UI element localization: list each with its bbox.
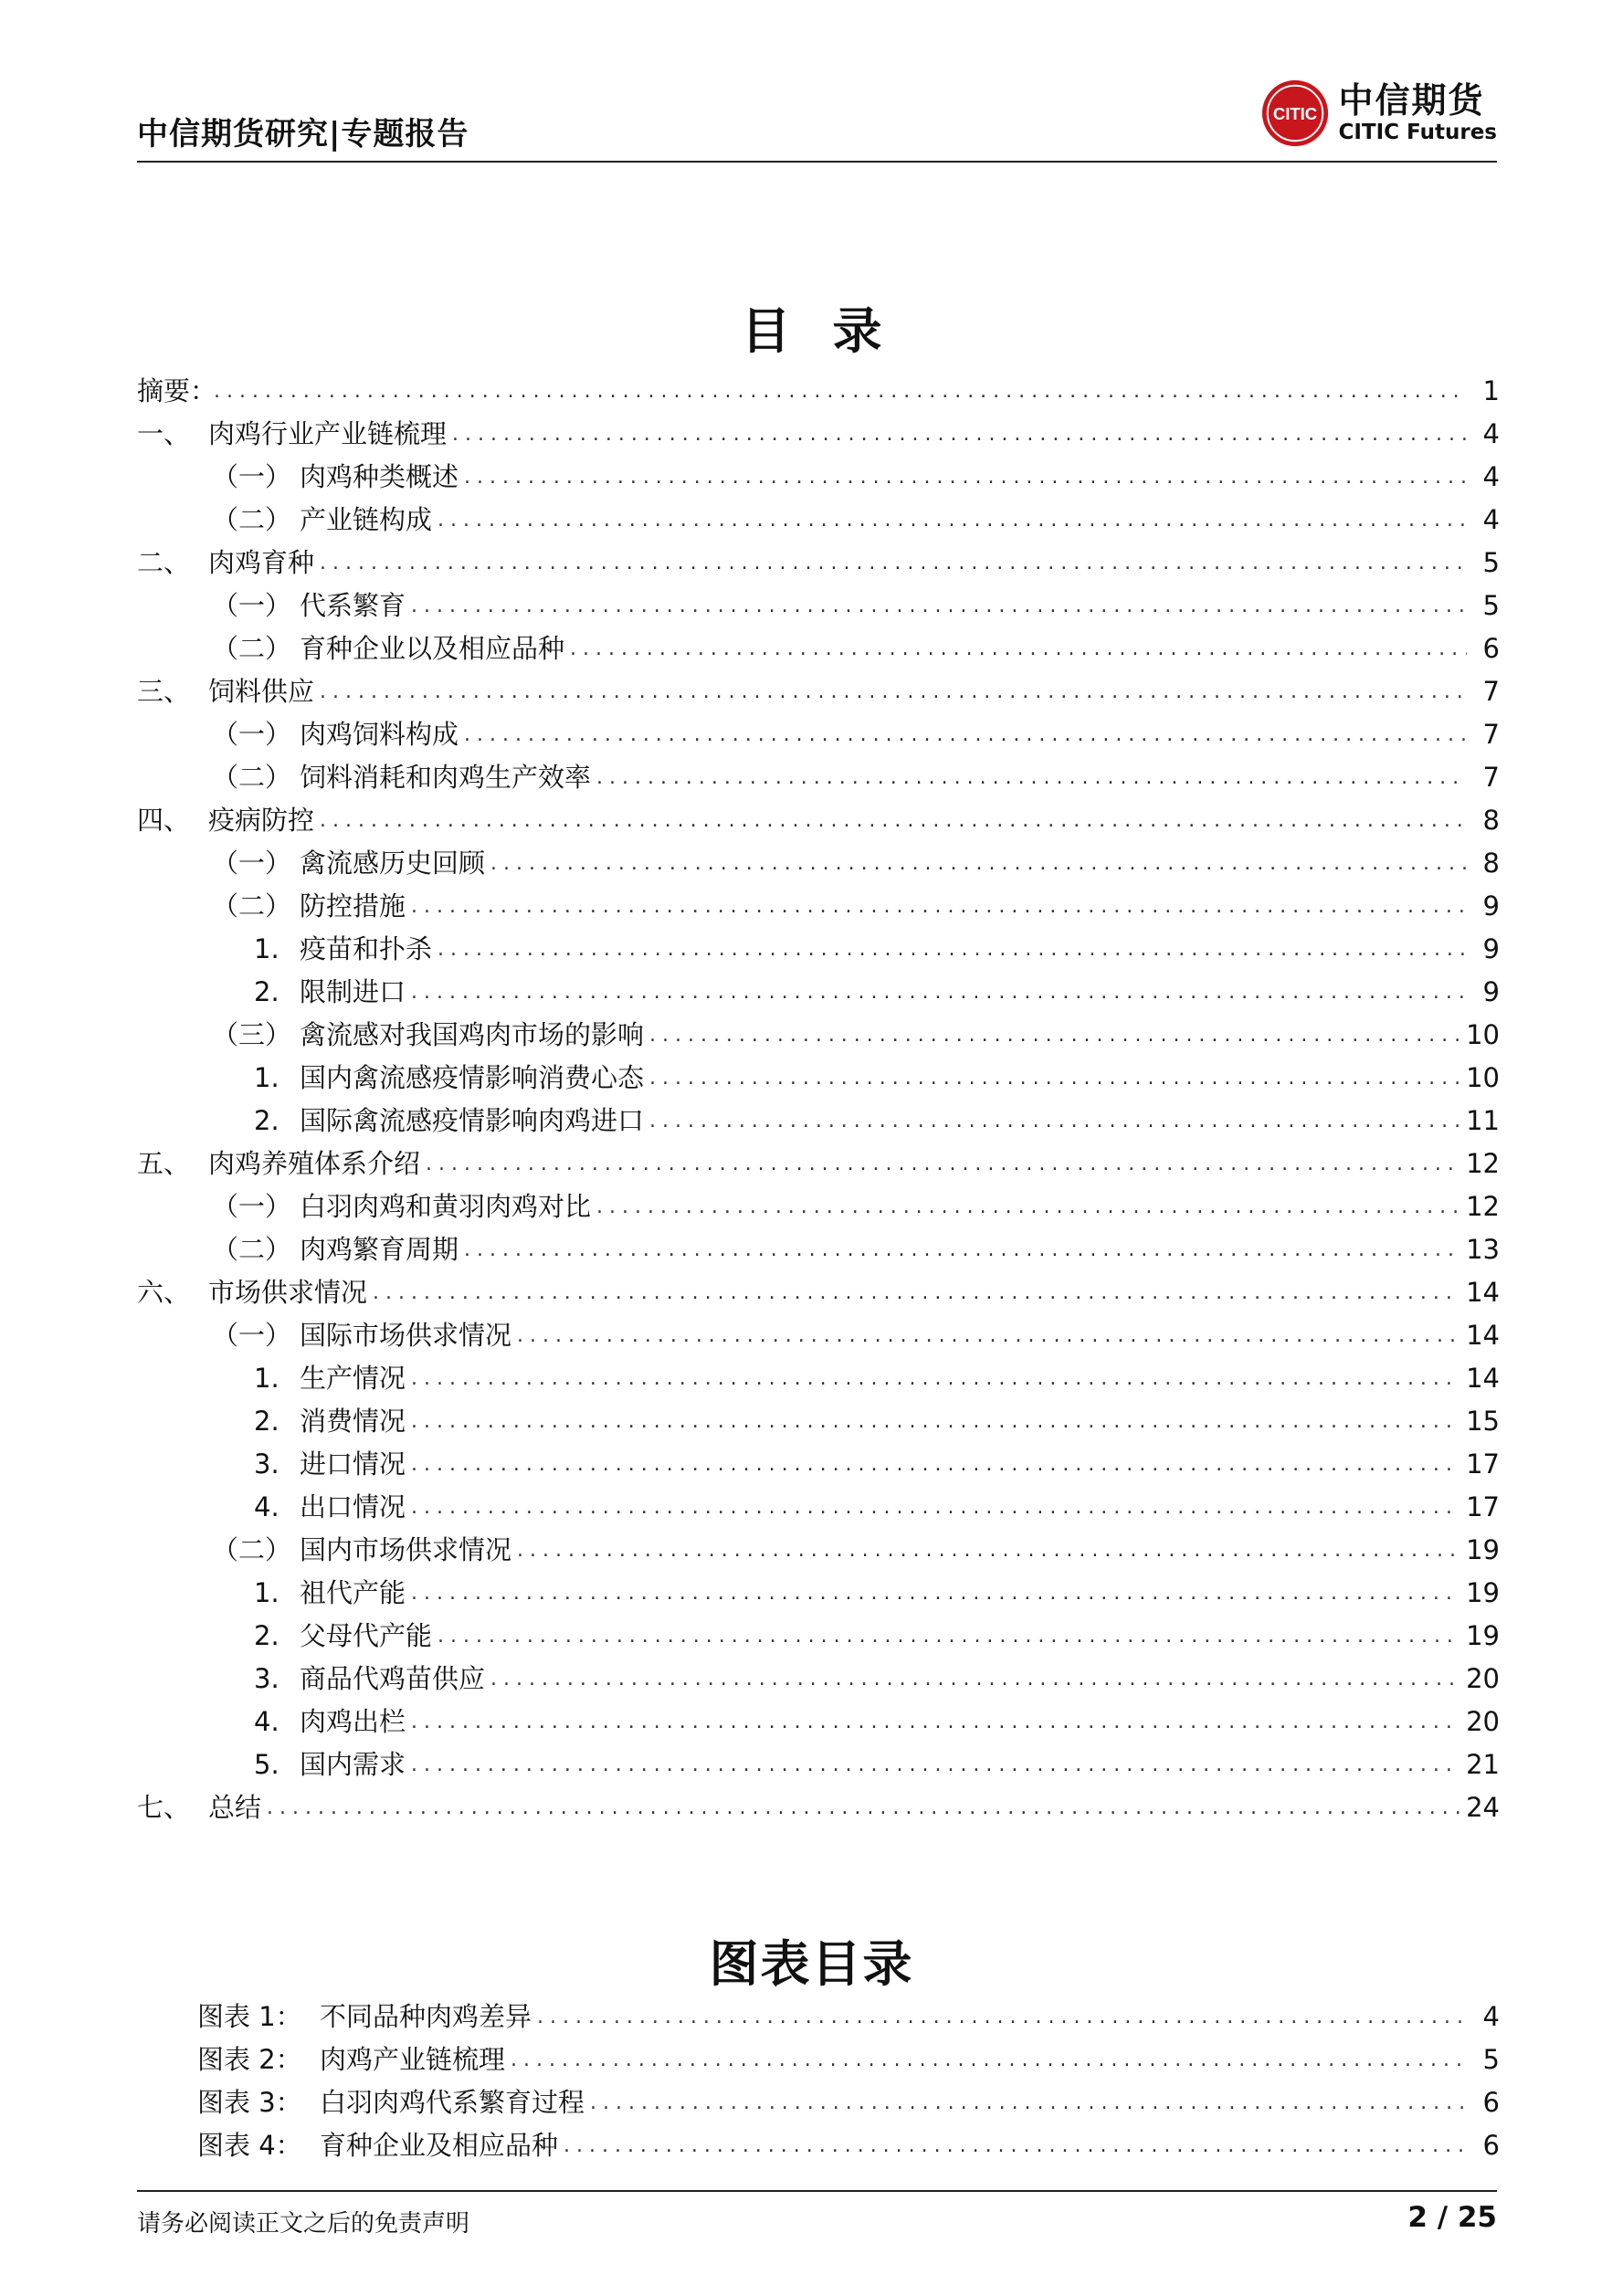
dot-leader — [426, 1143, 1460, 1185]
entry-title: 出口情况 — [300, 1491, 406, 1522]
dot-leader — [452, 413, 1467, 456]
entry-page-number: 14 — [1466, 1363, 1500, 1394]
entry-number: （二） — [212, 633, 292, 664]
entry-number: （一） — [212, 1191, 292, 1222]
entry-title: 育种企业及相应品种 — [320, 2130, 559, 2161]
dot-leader — [590, 2081, 1467, 2124]
citic-futures-logo — [1259, 77, 1497, 150]
entry-page-number: 8 — [1482, 805, 1500, 836]
entry-title: 饲料供应 — [208, 676, 315, 707]
toc-entry-4[interactable] — [137, 542, 1500, 585]
entry-number: 4. — [254, 1706, 279, 1737]
entry-title: 国内禽流感疫情影响消费心态 — [300, 1062, 645, 1093]
entry-title: 肉鸡养殖体系介绍 — [208, 1148, 421, 1179]
toc-entry-30[interactable] — [137, 1658, 1500, 1701]
logo-mark-text: CITIC — [1273, 103, 1318, 123]
entry-title: 白羽肉鸡和黄羽肉鸡对比 — [300, 1191, 592, 1222]
entry-title: 产业链构成 — [300, 504, 433, 535]
entry-page-number: 19 — [1466, 1620, 1500, 1651]
entry-page-number: 4 — [1482, 2001, 1500, 2032]
entry-title: 不同品种肉鸡差异 — [320, 2001, 532, 2032]
entry-title: 市场供求情况 — [208, 1277, 368, 1308]
dot-leader — [411, 1400, 1460, 1443]
entry-number: （一） — [212, 848, 292, 879]
dot-leader — [649, 1057, 1460, 1100]
entry-number: （二） — [212, 504, 292, 535]
page-footer — [137, 2190, 1497, 2245]
dot-leader — [517, 1314, 1460, 1357]
entry-title: 代系繁育 — [300, 590, 406, 621]
dot-leader — [437, 928, 1467, 971]
toc-entry-25[interactable] — [137, 1443, 1500, 1486]
entry-title: 育种企业以及相应品种 — [300, 633, 565, 664]
toc-entry-22[interactable] — [137, 1314, 1500, 1357]
toc-entry-21[interactable] — [137, 1271, 1500, 1314]
dot-leader — [511, 2038, 1467, 2081]
toc-entry-16[interactable] — [137, 1057, 1500, 1100]
dot-leader — [411, 1572, 1460, 1615]
dot-leader — [464, 713, 1467, 756]
entry-title: 防控措施 — [300, 890, 406, 922]
dot-leader — [464, 1228, 1460, 1271]
dot-leader — [411, 1486, 1460, 1529]
toc-entry-29[interactable] — [137, 1615, 1500, 1658]
entry-title: 消费情况 — [300, 1406, 406, 1437]
entry-title: 禽流感对我国鸡肉市场的影响 — [300, 1019, 645, 1050]
entry-number: 七、 — [137, 1792, 191, 1823]
entry-page-number: 4 — [1482, 418, 1500, 449]
dot-leader — [411, 1701, 1460, 1743]
entry-number: 五、 — [137, 1148, 191, 1179]
toc-entry-12[interactable] — [137, 885, 1500, 928]
entry-page-number: 13 — [1466, 1234, 1500, 1265]
entry-number: 四、 — [137, 805, 191, 836]
toc-entry-24[interactable] — [137, 1400, 1500, 1443]
toc-entry-1[interactable] — [137, 413, 1500, 456]
toc-entry-6[interactable] — [137, 627, 1500, 670]
entry-number: 1. — [254, 933, 279, 964]
entry-title: 肉鸡行业产业链梳理 — [208, 418, 448, 449]
entry-page-number: 9 — [1482, 890, 1500, 922]
entry-page-number: 7 — [1482, 719, 1500, 750]
entry-number: 3. — [254, 1663, 279, 1694]
dot-leader — [596, 756, 1467, 799]
entry-page-number: 6 — [1482, 2087, 1500, 2118]
entry-number: 2. — [254, 1105, 279, 1136]
toc-entry-31[interactable] — [137, 1701, 1500, 1743]
entry-page-number: 20 — [1466, 1663, 1500, 1694]
entry-page-number: 1 — [1482, 375, 1500, 406]
dot-leader — [437, 499, 1467, 542]
entry-number: 2. — [254, 1406, 279, 1437]
entry-title: 祖代产能 — [300, 1577, 406, 1608]
entry-page-number: 9 — [1482, 933, 1500, 964]
toc-entry-figure-0[interactable] — [137, 1996, 1500, 2038]
toc-entry-27[interactable] — [137, 1529, 1500, 1572]
page-header — [137, 64, 1497, 163]
entry-title: 肉鸡产业链梳理 — [320, 2044, 506, 2075]
entry-number: 六、 — [137, 1277, 191, 1308]
logo-english-name: CITIC Futures — [1338, 121, 1497, 144]
entry-number: 1. — [254, 1577, 279, 1608]
entry-page-number: 19 — [1466, 1534, 1500, 1565]
toc-entry-14[interactable] — [137, 971, 1500, 1014]
entry-title: 生产情况 — [300, 1363, 406, 1394]
dot-leader — [411, 585, 1467, 627]
entry-number: 摘要： — [137, 375, 217, 406]
entry-title: 白羽肉鸡代系繁育过程 — [320, 2087, 585, 2118]
entry-page-number: 20 — [1466, 1706, 1500, 1737]
entry-number: 3. — [254, 1448, 279, 1480]
dot-leader — [490, 1658, 1460, 1701]
entry-title: 国内需求 — [300, 1749, 406, 1780]
dot-leader — [214, 370, 1467, 413]
entry-title: 国内市场供求情况 — [300, 1534, 512, 1565]
toc-entry-figure-2[interactable] — [137, 2081, 1500, 2124]
toc-entry-26[interactable] — [137, 1486, 1500, 1529]
toc-entry-3[interactable] — [137, 499, 1500, 542]
entry-number: （一） — [212, 590, 292, 621]
toc-entry-20[interactable] — [137, 1228, 1500, 1271]
entry-title: 进口情况 — [300, 1448, 406, 1480]
toc-entry-28[interactable] — [137, 1572, 1500, 1615]
entry-number: （二） — [212, 1534, 292, 1565]
entry-title: 国际市场供求情况 — [300, 1320, 512, 1351]
entry-title: 饲料消耗和肉鸡生产效率 — [300, 762, 592, 793]
entry-number: 三、 — [137, 676, 191, 707]
toc-entry-figure-3[interactable] — [137, 2124, 1500, 2167]
entry-page-number: 5 — [1482, 2044, 1500, 2075]
entry-title: 肉鸡种类概述 — [300, 461, 459, 492]
figure-toc-title: 图表目录 — [709, 1935, 914, 1993]
entry-page-number: 12 — [1466, 1148, 1500, 1179]
dot-leader — [437, 1615, 1460, 1658]
entry-number: 4. — [254, 1491, 279, 1522]
entry-number: 2. — [254, 1620, 279, 1651]
dot-leader — [649, 1100, 1460, 1143]
entry-number: 5. — [254, 1749, 279, 1780]
page-indicator: 2 / 25 — [1407, 2201, 1497, 2234]
entry-number: 图表 2： — [197, 2044, 302, 2075]
entry-page-number: 5 — [1482, 547, 1500, 578]
dot-leader — [320, 799, 1467, 842]
dot-leader — [570, 627, 1467, 670]
citic-logo-icon — [1259, 78, 1331, 149]
toc-entry-15[interactable] — [137, 1014, 1500, 1057]
entry-page-number: 6 — [1482, 633, 1500, 664]
entry-title: 父母代产能 — [300, 1620, 433, 1651]
entry-page-number: 7 — [1482, 676, 1500, 707]
toc-entry-23[interactable] — [137, 1357, 1500, 1400]
entry-number: （二） — [212, 1234, 292, 1265]
toc-entry-0[interactable] — [137, 370, 1500, 413]
dot-leader — [320, 670, 1467, 713]
entry-number: （一） — [212, 1320, 292, 1351]
toc-entry-10[interactable] — [137, 799, 1500, 842]
dot-leader — [267, 1786, 1460, 1829]
dot-leader — [411, 885, 1467, 928]
entry-page-number: 14 — [1466, 1277, 1500, 1308]
toc-entry-figure-1[interactable] — [137, 2038, 1500, 2081]
entry-number: （二） — [212, 762, 292, 793]
entry-number: 二、 — [137, 547, 191, 578]
entry-page-number: 17 — [1466, 1491, 1500, 1522]
toc-entry-9[interactable] — [137, 756, 1500, 799]
toc-entry-11[interactable] — [137, 842, 1500, 885]
toc-entry-19[interactable] — [137, 1185, 1500, 1228]
entry-number: 图表 3： — [197, 2087, 302, 2118]
toc-entry-5[interactable] — [137, 585, 1500, 627]
entry-title: 疫苗和扑杀 — [300, 933, 433, 964]
dot-leader — [411, 1743, 1460, 1786]
entry-title: 禽流感历史回顾 — [300, 848, 486, 879]
logo-chinese-name: 中信期货 — [1338, 80, 1485, 121]
entry-page-number: 10 — [1466, 1019, 1500, 1050]
dot-leader — [320, 542, 1467, 585]
entry-title: 国际禽流感疫情影响肉鸡进口 — [300, 1105, 645, 1136]
entry-number: （一） — [212, 461, 292, 492]
entry-page-number: 21 — [1466, 1749, 1500, 1780]
toc-entry-7[interactable] — [137, 670, 1500, 713]
entry-page-number: 15 — [1466, 1406, 1500, 1437]
entry-title: 肉鸡繁育周期 — [300, 1234, 459, 1265]
entry-number: （二） — [212, 890, 292, 922]
entry-title: 肉鸡育种 — [208, 547, 315, 578]
entry-page-number: 4 — [1482, 461, 1500, 492]
entry-number: 一、 — [137, 418, 191, 449]
toc-entry-8[interactable] — [137, 713, 1500, 756]
entry-page-number: 8 — [1482, 848, 1500, 879]
entry-page-number: 12 — [1466, 1191, 1500, 1222]
entry-page-number: 10 — [1466, 1062, 1500, 1093]
entry-page-number: 11 — [1466, 1105, 1500, 1136]
toc-entry-17[interactable] — [137, 1100, 1500, 1143]
dot-leader — [596, 1185, 1460, 1228]
entry-number: 1. — [254, 1062, 279, 1093]
entry-page-number: 7 — [1482, 762, 1500, 793]
entry-page-number: 5 — [1482, 590, 1500, 621]
figure-table-of-contents — [137, 1996, 1500, 2167]
table-of-contents — [137, 370, 1500, 1829]
entry-number: 1. — [254, 1363, 279, 1394]
entry-number: （一） — [212, 719, 292, 750]
entry-number: 图表 1： — [197, 2001, 302, 2032]
dot-leader — [411, 1443, 1460, 1486]
dot-leader — [490, 842, 1467, 885]
entry-number: 图表 4： — [197, 2130, 302, 2161]
entry-title: 限制进口 — [300, 976, 406, 1007]
entry-title: 总结 — [208, 1792, 262, 1823]
entry-title: 疫病防控 — [208, 805, 315, 836]
entry-page-number: 6 — [1482, 2130, 1500, 2161]
dot-leader — [537, 1996, 1467, 2038]
entry-page-number: 17 — [1466, 1448, 1500, 1480]
toc-entry-2[interactable] — [137, 456, 1500, 499]
report-header-title: 中信期货研究|专题报告 — [137, 116, 469, 153]
entry-page-number: 24 — [1466, 1792, 1500, 1823]
toc-entry-33[interactable] — [137, 1786, 1500, 1829]
entry-number: （三） — [212, 1019, 292, 1050]
toc-entry-13[interactable] — [137, 928, 1500, 971]
toc-title: 目录 — [741, 302, 924, 360]
entry-page-number: 4 — [1482, 504, 1500, 535]
toc-entry-32[interactable] — [137, 1743, 1500, 1786]
disclaimer-note: 请务必阅读正文之后的免责声明 — [137, 2210, 470, 2238]
entry-number: 2. — [254, 976, 279, 1007]
dot-leader — [564, 2124, 1467, 2167]
dot-leader — [411, 1357, 1460, 1400]
dot-leader — [517, 1529, 1460, 1572]
dot-leader — [411, 971, 1467, 1014]
entry-title: 肉鸡出栏 — [300, 1706, 406, 1737]
entry-page-number: 9 — [1482, 976, 1500, 1007]
entry-title: 肉鸡饲料构成 — [300, 719, 459, 750]
entry-page-number: 14 — [1466, 1320, 1500, 1351]
entry-title: 商品代鸡苗供应 — [300, 1663, 486, 1694]
entry-page-number: 19 — [1466, 1577, 1500, 1608]
dot-leader — [464, 456, 1467, 499]
dot-leader — [649, 1014, 1460, 1057]
dot-leader — [373, 1271, 1460, 1314]
toc-entry-18[interactable] — [137, 1143, 1500, 1185]
